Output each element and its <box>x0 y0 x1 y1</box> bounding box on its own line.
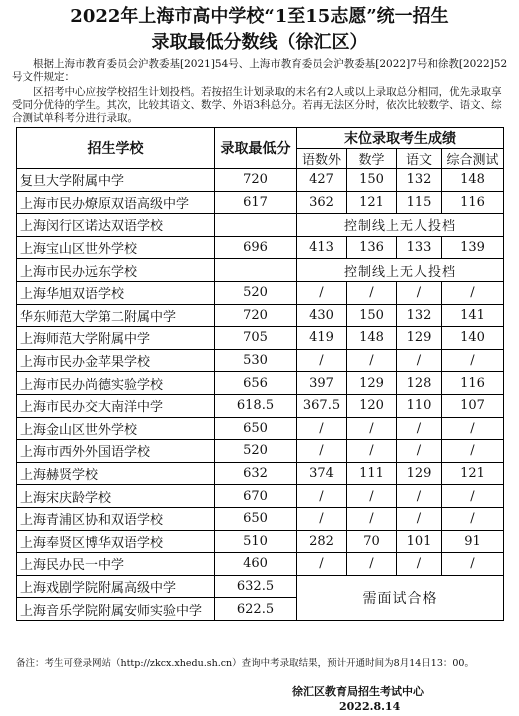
score-math: / <box>347 281 397 304</box>
score-chinese: / <box>397 281 442 304</box>
score-comprehensive: 121 <box>442 462 504 485</box>
score-chinese: 128 <box>397 372 442 395</box>
score-math: 129 <box>347 372 397 395</box>
issue-date: 2022.8.14 <box>339 700 401 713</box>
score-chinese: 133 <box>397 236 442 259</box>
school-name: 复旦大学附属中学 <box>17 169 215 192</box>
score-comprehensive: 107 <box>442 394 504 417</box>
score-chinese: / <box>397 349 442 372</box>
score-comprehensive: 116 <box>442 191 504 214</box>
min-score: 632 <box>215 462 297 485</box>
table-row <box>17 462 504 485</box>
school-name: 上海宝山区世外学校 <box>17 236 215 259</box>
table-row <box>17 169 504 192</box>
min-score: 622.5 <box>215 598 297 621</box>
score-math: 120 <box>347 394 397 417</box>
score-yuwenshuxue-waiyu: 362 <box>297 191 347 214</box>
document-title: 2022年上海市高中学校“1至15志愿”统一招生 <box>70 6 449 27</box>
table-row <box>17 191 504 214</box>
school-name: 上海市西外外国语学校 <box>17 440 215 463</box>
score-chinese: 101 <box>397 530 442 553</box>
table-row <box>17 485 504 508</box>
school-name: 上海音乐学院附属安师实验中学 <box>17 598 215 621</box>
score-chinese: 129 <box>397 327 442 350</box>
table-row <box>17 507 504 530</box>
table-row <box>17 214 504 237</box>
header-comprehensive: 综合测试 <box>442 149 504 169</box>
score-table-body <box>17 169 504 621</box>
score-yuwenshuxue-waiyu: / <box>297 553 347 576</box>
table-row <box>17 304 504 327</box>
table-row <box>17 281 504 304</box>
score-comprehensive: / <box>442 507 504 530</box>
score-chinese: 115 <box>397 191 442 214</box>
table-row <box>17 417 504 440</box>
school-name: 上海民办民一中学 <box>17 553 215 576</box>
school-name: 上海华旭双语学校 <box>17 281 215 304</box>
table-row <box>17 236 504 259</box>
score-math: 121 <box>347 191 397 214</box>
score-comprehensive: / <box>442 553 504 576</box>
score-chinese: 132 <box>397 304 442 327</box>
school-name: 上海市民办燎原双语高级中学 <box>17 191 215 214</box>
min-score: 720 <box>215 304 297 327</box>
min-score: 510 <box>215 530 297 553</box>
score-comprehensive: 141 <box>442 304 504 327</box>
score-math: / <box>347 553 397 576</box>
score-math: 150 <box>347 169 397 192</box>
score-math: 136 <box>347 236 397 259</box>
header-math: 数学 <box>347 149 397 169</box>
school-name: 上海闵行区诺达双语学校 <box>17 214 215 237</box>
min-score: 656 <box>215 372 297 395</box>
score-chinese: / <box>397 440 442 463</box>
rules-paragraph: 区招考中心应按学校招生计划投档。若按招生计划录取的末名有2人或以上录取总分相同，优先录取享受同分优待的学生。其次，比较其语文、数学、外语3科总分。若再无法区分时，依次比较数学、语文、综合测试单科考分进行录取。 <box>12 86 502 124</box>
score-yuwenshuxue-waiyu: 397 <box>297 372 347 395</box>
school-name: 上海宋庆龄学校 <box>17 485 215 508</box>
school-name: 上海市民办交大南洋中学 <box>17 394 215 417</box>
table-row <box>17 349 504 372</box>
score-chinese: 110 <box>397 394 442 417</box>
min-score: 617 <box>215 191 297 214</box>
table-row <box>17 553 504 576</box>
table-row <box>17 575 504 598</box>
header-min-score: 录取最低分 <box>215 128 297 169</box>
score-comprehensive: 139 <box>442 236 504 259</box>
table-row <box>17 372 504 395</box>
score-yuwenshuxue-waiyu: / <box>297 440 347 463</box>
table-row <box>17 327 504 350</box>
score-chinese: 129 <box>397 462 442 485</box>
score-math: / <box>347 440 397 463</box>
score-yuwenshuxue-waiyu: / <box>297 507 347 530</box>
min-score: 632.5 <box>215 575 297 598</box>
min-score: 650 <box>215 507 297 530</box>
score-yuwenshuxue-waiyu: / <box>297 417 347 440</box>
no-admission-note: 控制线上无人投档 <box>297 214 504 237</box>
score-chinese: 132 <box>397 169 442 192</box>
min-score: 520 <box>215 281 297 304</box>
table-row <box>17 259 504 282</box>
table-row <box>17 394 504 417</box>
school-name: 上海金山区世外学校 <box>17 417 215 440</box>
score-comprehensive: / <box>442 485 504 508</box>
header-last-admitted: 末位录取考生成绩 <box>297 128 504 149</box>
score-comprehensive: 148 <box>442 169 504 192</box>
remark: 备注：考生可登录网站（http://zkcx.xhedu.sh.cn）查询中考录取结果，预计开通时间为8月14日13：00。 <box>16 658 474 669</box>
min-score: 618.5 <box>215 394 297 417</box>
school-name: 上海市民办远东学校 <box>17 259 215 282</box>
min-score: 705 <box>215 327 297 350</box>
min-score: 530 <box>215 349 297 372</box>
score-yuwenshuxue-waiyu: 427 <box>297 169 347 192</box>
score-comprehensive: 116 <box>442 372 504 395</box>
min-score-empty <box>215 259 297 282</box>
school-name: 上海赫贤学校 <box>17 462 215 485</box>
score-yuwenshuxue-waiyu: 367.5 <box>297 394 347 417</box>
score-yuwenshuxue-waiyu: 430 <box>297 304 347 327</box>
score-chinese: / <box>397 553 442 576</box>
min-score-empty <box>215 214 297 237</box>
school-name: 上海市民办金苹果学校 <box>17 349 215 372</box>
score-yuwenshuxue-waiyu: / <box>297 349 347 372</box>
score-chinese: / <box>397 417 442 440</box>
score-chinese: / <box>397 485 442 508</box>
school-name: 上海戏剧学院附属高级中学 <box>17 575 215 598</box>
table-row <box>17 440 504 463</box>
header-yuwenshuxue-waiyu: 语数外 <box>297 149 347 169</box>
score-yuwenshuxue-waiyu: 413 <box>297 236 347 259</box>
audition-note: 需面试合格 <box>297 575 504 620</box>
score-comprehensive: / <box>442 281 504 304</box>
school-name: 上海师范大学附属中学 <box>17 327 215 350</box>
min-score: 520 <box>215 440 297 463</box>
score-comprehensive: 140 <box>442 327 504 350</box>
header-school: 招生学校 <box>17 128 215 169</box>
school-name: 上海奉贤区博华双语学校 <box>17 530 215 553</box>
document-subtitle: 录取最低分数线（徐汇区） <box>151 32 368 53</box>
score-comprehensive: / <box>442 349 504 372</box>
table-row <box>17 530 504 553</box>
score-math: / <box>347 349 397 372</box>
score-yuwenshuxue-waiyu: 419 <box>297 327 347 350</box>
score-table <box>16 127 504 621</box>
score-math: / <box>347 507 397 530</box>
score-comprehensive: / <box>442 440 504 463</box>
score-yuwenshuxue-waiyu: 374 <box>297 462 347 485</box>
score-chinese: / <box>397 507 442 530</box>
header-chinese: 语文 <box>397 149 442 169</box>
score-comprehensive: / <box>442 417 504 440</box>
no-admission-note: 控制线上无人投档 <box>297 259 504 282</box>
score-math: / <box>347 417 397 440</box>
score-yuwenshuxue-waiyu: / <box>297 281 347 304</box>
min-score: 460 <box>215 553 297 576</box>
score-math: / <box>347 485 397 508</box>
min-score: 696 <box>215 236 297 259</box>
issuing-organization: 徐汇区教育局招生考试中心 <box>292 685 424 698</box>
score-yuwenshuxue-waiyu: / <box>297 485 347 508</box>
score-comprehensive: 91 <box>442 530 504 553</box>
school-name: 华东师范大学第二附属中学 <box>17 304 215 327</box>
school-name: 上海青浦区协和双语学校 <box>17 507 215 530</box>
score-math: 70 <box>347 530 397 553</box>
score-yuwenshuxue-waiyu: 282 <box>297 530 347 553</box>
intro-paragraph: 根据上海市教育委员会沪教委基[2021]54号、上海市教育委员会沪教委基[2022]7号和徐教[2022]52号文件规定： <box>12 58 508 83</box>
score-math: 111 <box>347 462 397 485</box>
score-math: 148 <box>347 327 397 350</box>
school-name: 上海市民办尚德实验学校 <box>17 372 215 395</box>
score-math: 150 <box>347 304 397 327</box>
min-score: 650 <box>215 417 297 440</box>
min-score: 670 <box>215 485 297 508</box>
min-score: 720 <box>215 169 297 192</box>
